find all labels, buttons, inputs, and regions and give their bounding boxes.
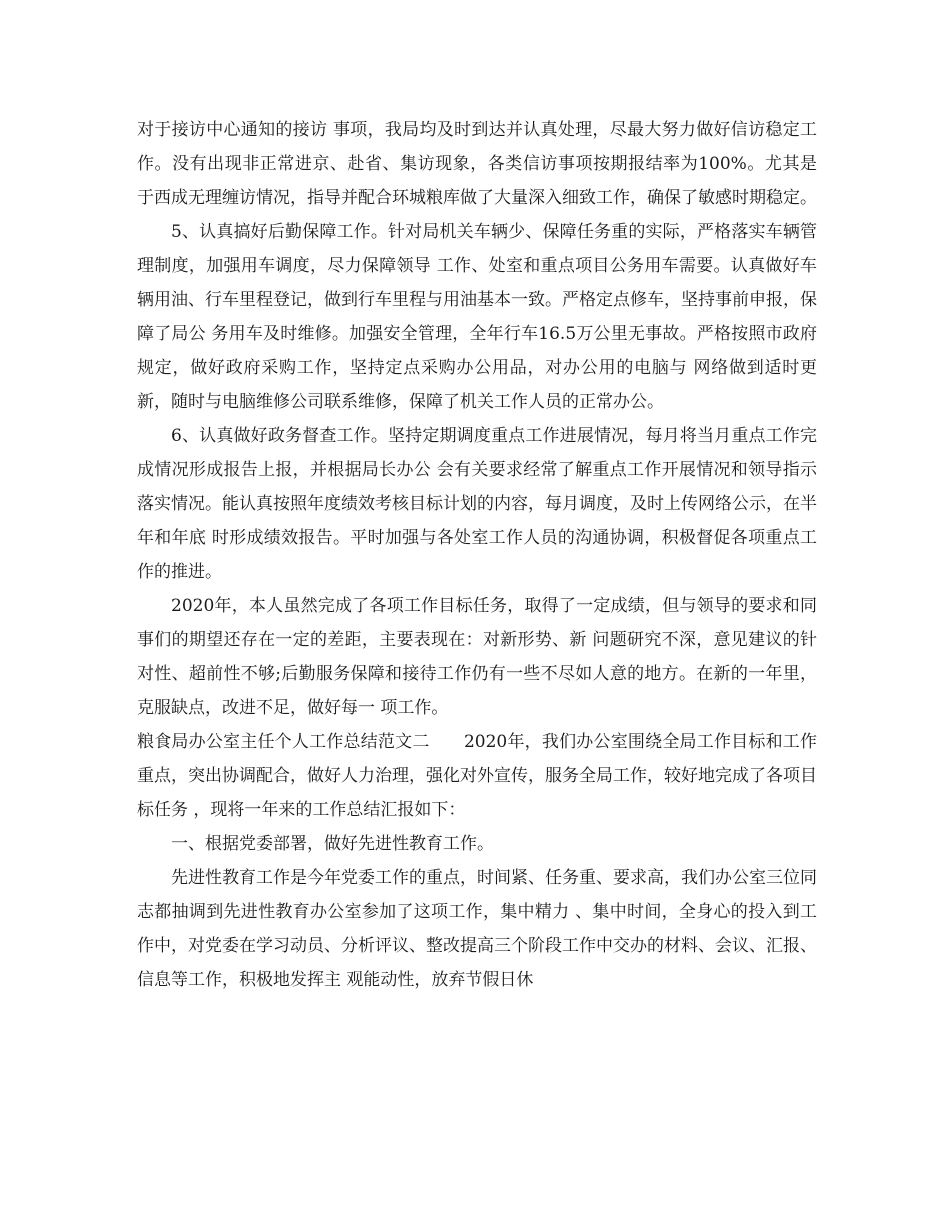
paragraph-3: 6、认真做好政务督查工作。坚持定期调度重点工作进展情况，每月将当月重点工作完成情况形成报告上报，并根据局长办公 会有关要求经常了解重点工作开展情况和领导指示落实情况。能认真按照年度绩效考核目标计划的内容，每月调度，及时上传网络公示，在半年和年底 时形成绩效报告。平时加强与各处室工作人员的沟通协调，积极督促各项重点工作的推进。 — [137, 426, 817, 582]
paragraph-5: 粮食局办公室主任个人工作总结范文二 2020年，我们办公室围绕全局工作目标和工作重点，突出协调配合，做好人力治理，强化对外宣传，服务全局工作，较好地完成了各项目标任务 ，现将一年来的工作总结汇报如下： — [137, 732, 817, 820]
section-heading: 一、根据党委部署，做好先进性教育工作。 — [171, 834, 494, 854]
document-body — [137, 113, 817, 997]
paragraph-4: 2020年，本人虽然完成了各项工作目标任务，取得了一定成绩，但与领导的要求和同事们的期望还存在一定的差距，主要表现在：对新形势、新 问题研究不深，意见建议的针对性、超前性不够;后勤服务保障和接待工作仍有一些不尽如人意的地方。在新的一年里，克服缺点，改进不足，做好每一 项工作。 — [137, 596, 817, 718]
paragraph-2: 5、认真搞好后勤保障工作。针对局机关车辆少、保障任务重的实际，严格落实车辆管理制度，加强用车调度，尽力保障领导 工作、处室和重点项目公务用车需要。认真做好车辆用油、行车里程登记，做到行车里程与用油基本一致。严格定点修车，坚持事前申报，保障了局公 务用车及时维修。加强安全管理，全年行车16.5万公里无事故。严格按照市政府规定，做好政府采购工作，坚持定点采购办公用品，对办公用的电脑与 网络做到适时更新，随时与电脑维修公司联系维修，保障了机关工作人员的正常办公。 — [137, 222, 817, 412]
paragraph-1: 对于接访中心通知的接访 事项，我局均及时到达并认真处理，尽最大努力做好信访稳定工作。没有出现非正常进京、赴省、集访现象，各类信访事项按期报结率为100%。尤其是 于西成无理缠访情况，指导并配合环城粮库做了大量深入细致工作，确保了敏感时期稳定。 — [137, 120, 817, 208]
paragraph-7: 先进性教育工作是今年党委工作的重点，时间紧、任务重、要求高，我们办公室三位同志都抽调到先进性教育办公室参加了这项工作，集中精力 、集中时间，全身心的投入到工作中，对党委在学习动员、分析评议、整改提高三个阶段工作中交办的材料、会议、汇报、信息等工作，积极地发挥主 观能动性，放弃节假日休 — [137, 868, 817, 990]
